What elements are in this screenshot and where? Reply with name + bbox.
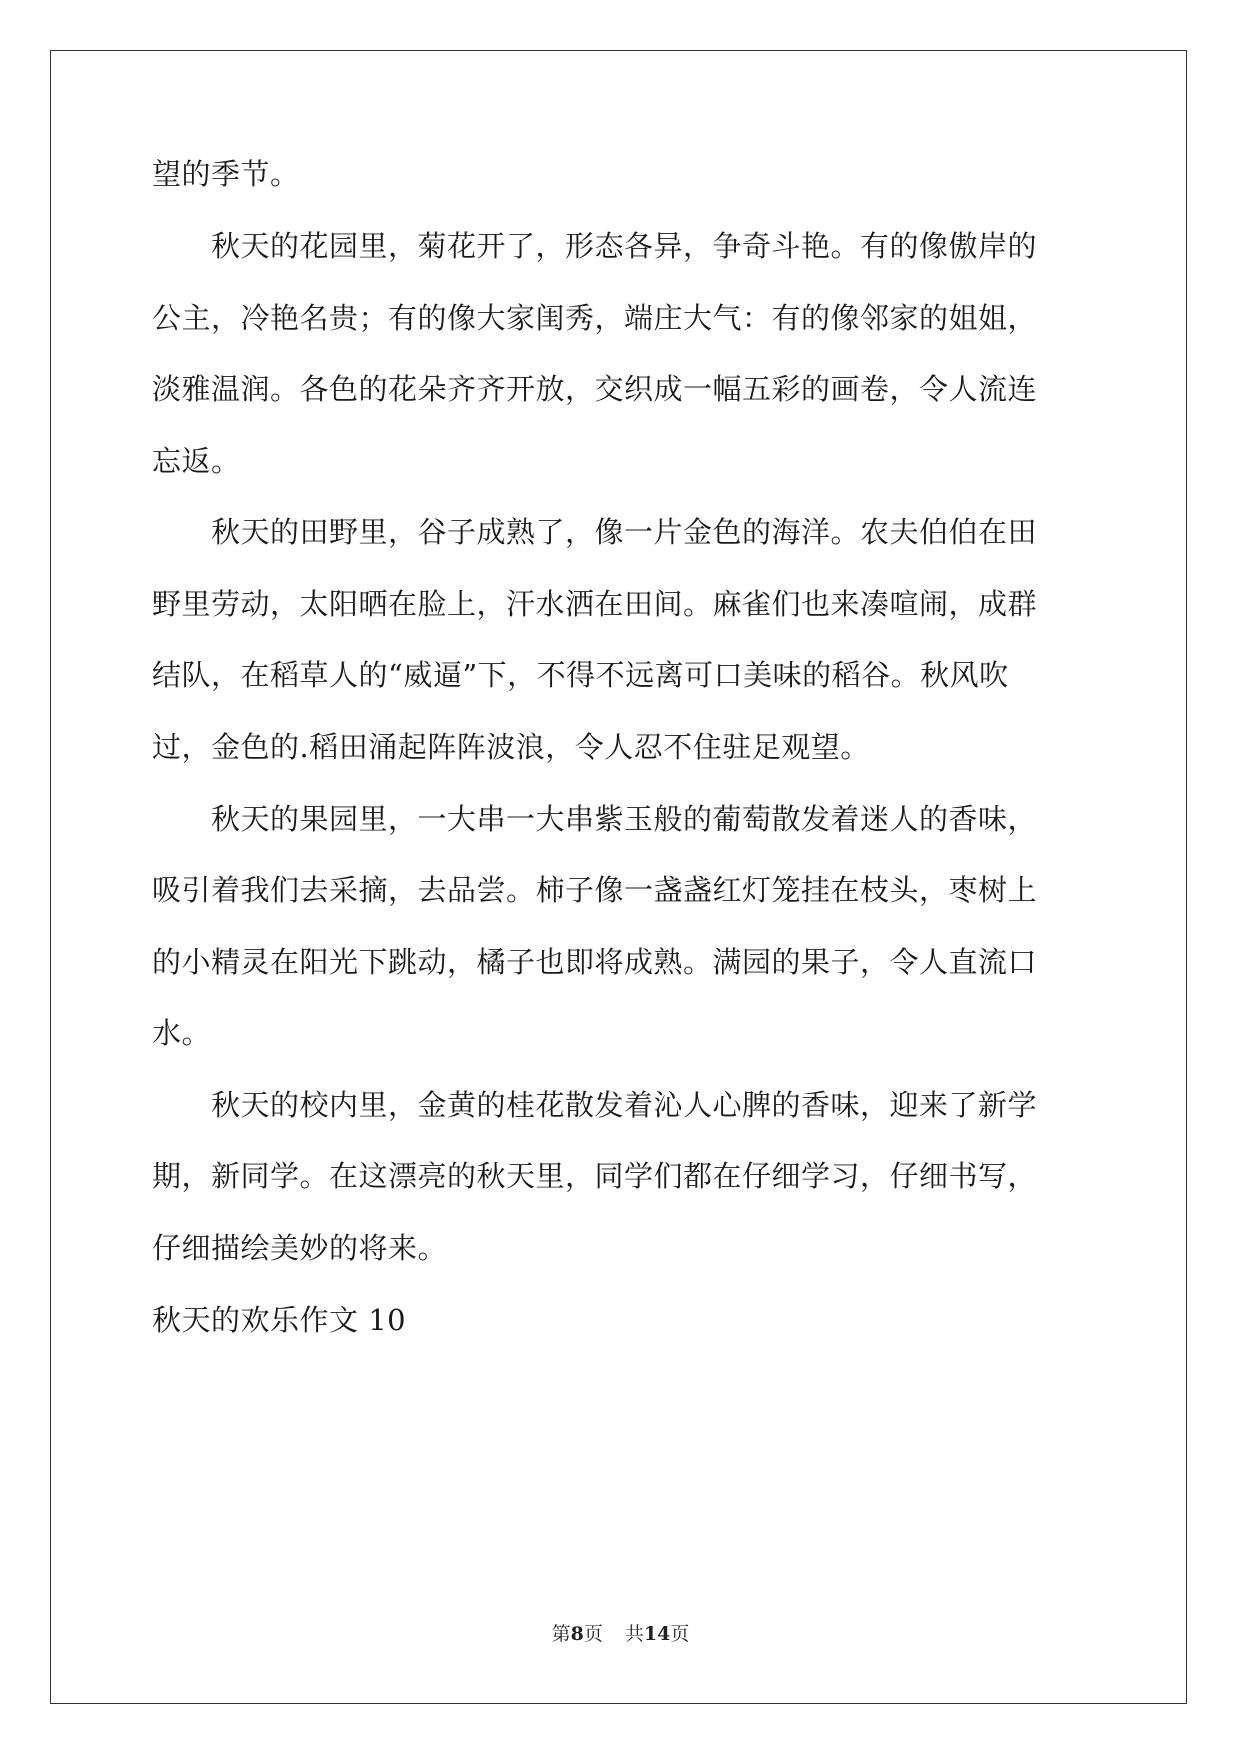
total-pages: 14: [643, 1623, 671, 1645]
text-line: 秋天的花园里，菊花开了，形态各异，争奇斗艳。有的像傲岸的: [152, 229, 1038, 263]
total-suffix: 页: [670, 1623, 690, 1645]
text-line: 野里劳动，太阳晒在脸上，汗水洒在田间。麻雀们也来凑喧闹，成群: [152, 587, 1038, 621]
text-line: 吸引着我们去采摘，去品尝。柿子像一盏盏红灯笼挂在枝头，枣树上: [152, 873, 1038, 907]
text-line: 公主，冷艳名贵；有的像大家闺秀，端庄大气：有的像邻家的姐姐，: [152, 301, 1038, 335]
text-line: 忘返。: [152, 444, 241, 478]
text-line: 过，金色的.稻田涌起阵阵波浪，令人忍不住驻足观望。: [152, 730, 870, 764]
text-line: 的小精灵在阳光下跳动，橘子也即将成熟。满园的果子，令人直流口: [152, 945, 1038, 979]
text-line: 秋天的果园里，一大串一大串紫玉般的葡萄散发着迷人的香味，: [152, 802, 1038, 836]
page-prefix: 第: [551, 1623, 571, 1645]
text-line: 水。: [152, 1016, 212, 1050]
text-line: 望的季节。: [152, 157, 300, 191]
text-line: 结队，在稻草人的“威逼”下，不得不远离可口美味的稻谷。秋风吹: [152, 658, 1009, 692]
text-line: 仔细描绘美妙的将来。: [152, 1231, 448, 1265]
text-line: 期，新同学。在这漂亮的秋天里，同学们都在仔细学习，仔细书写，: [152, 1159, 1038, 1193]
section-heading: 秋天的欢乐作文 10: [152, 1303, 407, 1337]
text-line: 淡雅温润。各色的花朵齐齐开放，交织成一幅五彩的画卷，令人流连: [152, 372, 1038, 406]
page-footer: [0, 1621, 1241, 1647]
page-suffix: 页: [583, 1623, 603, 1645]
text-line: 秋天的校内里，金黄的桂花散发着沁人心脾的香味，迎来了新学: [152, 1088, 1038, 1122]
page-number: 8: [570, 1623, 584, 1645]
total-prefix: 共: [624, 1623, 644, 1645]
text-line: 秋天的田野里，谷子成熟了，像一片金色的海洋。农夫伯伯在田: [152, 515, 1038, 549]
